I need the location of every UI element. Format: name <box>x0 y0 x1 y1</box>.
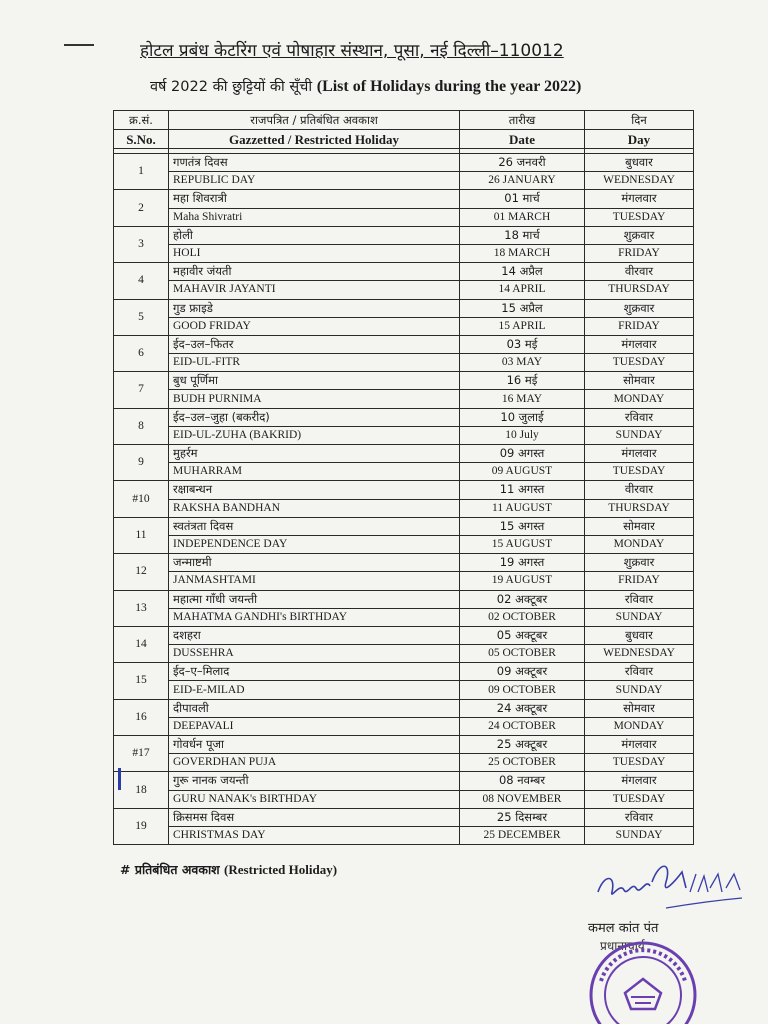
table-row <box>114 190 694 208</box>
handwritten-signature <box>590 852 750 922</box>
table-row <box>114 717 694 735</box>
cell-name-hindi: क्रिसमस दिवस <box>169 808 460 826</box>
cell-name-hindi: गुड फ्राइडे <box>169 299 460 317</box>
table-row <box>114 372 694 390</box>
cell-date-english: 24 OCTOBER <box>460 717 585 735</box>
cell-day-english: WEDNESDAY <box>585 172 694 190</box>
footnote-hindi: # प्रतिबंधित अवकाश <box>120 862 220 877</box>
cell-name-hindi: बुध पूर्णिमा <box>169 372 460 390</box>
header-sno-en: S.No. <box>114 130 169 149</box>
cell-sno: 14 <box>114 626 169 662</box>
table-row <box>114 299 694 317</box>
footnote <box>120 861 337 878</box>
cell-date-english: 18 MARCH <box>460 244 585 262</box>
table-row <box>114 281 694 299</box>
table-row <box>114 335 694 353</box>
cell-name-hindi: ईद–ए–मिलाद <box>169 663 460 681</box>
cell-date-english: 26 JANUARY <box>460 172 585 190</box>
table-row <box>114 663 694 681</box>
cell-day-english: THURSDAY <box>585 499 694 517</box>
cell-day-hindi: रविवार <box>585 408 694 426</box>
signatory-name: कमल कांत पंत <box>588 921 659 936</box>
cell-date-hindi: 05 अक्टूबर <box>460 626 585 644</box>
cell-day-english: FRIDAY <box>585 572 694 590</box>
cell-name-hindi: दशहरा <box>169 626 460 644</box>
cell-name-english: EID-UL-ZUHA (BAKRID) <box>169 426 460 444</box>
header-date-hi: तारीख <box>460 111 585 130</box>
table-row <box>114 408 694 426</box>
cell-name-english: Maha Shivratri <box>169 208 460 226</box>
table-row <box>114 608 694 626</box>
cell-name-english: JANMASHTAMI <box>169 572 460 590</box>
cell-date-english: 05 OCTOBER <box>460 645 585 663</box>
cell-name-english: MAHAVIR JAYANTI <box>169 281 460 299</box>
cell-sno: 6 <box>114 335 169 371</box>
table-row <box>114 808 694 826</box>
cell-date-hindi: 15 अगस्त <box>460 517 585 535</box>
subtitle-hindi: वर्ष 2022 की छुट्टियों की सूँची <box>150 79 313 95</box>
cell-name-english: REPUBLIC DAY <box>169 172 460 190</box>
cell-sno: 11 <box>114 517 169 553</box>
holiday-table <box>113 110 694 845</box>
cell-sno: 15 <box>114 663 169 699</box>
cell-day-hindi: मंगलवार <box>585 445 694 463</box>
cell-day-hindi: बुधवार <box>585 154 694 172</box>
cell-name-english: BUDH PURNIMA <box>169 390 460 408</box>
cell-name-hindi: महात्मा गाँधी जयन्ती <box>169 590 460 608</box>
official-seal-stamp <box>585 935 705 1024</box>
cell-day-english: TUESDAY <box>585 354 694 372</box>
cell-date-hindi: 24 अक्टूबर <box>460 699 585 717</box>
cell-day-hindi: रविवार <box>585 663 694 681</box>
table-row <box>114 317 694 335</box>
cell-day-english: TUESDAY <box>585 754 694 772</box>
cell-day-english: THURSDAY <box>585 281 694 299</box>
cell-day-english: MONDAY <box>585 535 694 553</box>
cell-day-english: TUESDAY <box>585 208 694 226</box>
cell-date-hindi: 16 मई <box>460 372 585 390</box>
cell-day-hindi: मंगलवार <box>585 772 694 790</box>
cell-name-hindi: मुहर्रम <box>169 445 460 463</box>
cell-date-english: 11 AUGUST <box>460 499 585 517</box>
cell-name-english: RAKSHA BANDHAN <box>169 499 460 517</box>
cell-sno: 5 <box>114 299 169 335</box>
cell-name-english: HOLI <box>169 244 460 262</box>
pen-dash-mark <box>64 44 94 46</box>
header-sno-hi: क्र.सं. <box>114 111 169 130</box>
cell-date-hindi: 14 अप्रैल <box>460 263 585 281</box>
cell-day-english: TUESDAY <box>585 463 694 481</box>
cell-day-hindi: सोमवार <box>585 699 694 717</box>
cell-date-hindi: 08 नवम्बर <box>460 772 585 790</box>
table-row <box>114 790 694 808</box>
cell-day-hindi: सोमवार <box>585 372 694 390</box>
table-row <box>114 754 694 772</box>
cell-date-english: 03 MAY <box>460 354 585 372</box>
table-row <box>114 208 694 226</box>
table-row <box>114 736 694 754</box>
table-row <box>114 154 694 172</box>
cell-day-english: TUESDAY <box>585 790 694 808</box>
cell-day-hindi: सोमवार <box>585 517 694 535</box>
cell-day-hindi: शुक्रवार <box>585 299 694 317</box>
cell-date-english: 15 APRIL <box>460 317 585 335</box>
table-row <box>114 590 694 608</box>
cell-name-hindi: गोवर्धन पूजा <box>169 736 460 754</box>
cell-date-hindi: 02 अक्टूबर <box>460 590 585 608</box>
cell-date-hindi: 25 अक्टूबर <box>460 736 585 754</box>
cell-name-hindi: गणतंत्र दिवस <box>169 154 460 172</box>
cell-sno: 1 <box>114 154 169 190</box>
cell-name-hindi: महा शिवरात्री <box>169 190 460 208</box>
cell-day-english: WEDNESDAY <box>585 645 694 663</box>
cell-date-hindi: 15 अप्रैल <box>460 299 585 317</box>
cell-name-english: EID-UL-FITR <box>169 354 460 372</box>
page-title: होटल प्रबंध केटरिंग एवं पोषाहार संस्थान, पूसा, नई दिल्ली–110012 <box>140 41 564 61</box>
cell-day-hindi: वीरवार <box>585 481 694 499</box>
cell-day-hindi: शुक्रवार <box>585 554 694 572</box>
cell-name-hindi: होली <box>169 226 460 244</box>
cell-day-english: MONDAY <box>585 390 694 408</box>
cell-day-english: SUNDAY <box>585 608 694 626</box>
cell-name-english: MUHARRAM <box>169 463 460 481</box>
cell-date-hindi: 19 अगस्त <box>460 554 585 572</box>
cell-name-hindi: गुरू नानक जयन्ती <box>169 772 460 790</box>
cell-name-hindi: दीपावली <box>169 699 460 717</box>
cell-date-hindi: 18 मार्च <box>460 226 585 244</box>
cell-date-hindi: 09 अक्टूबर <box>460 663 585 681</box>
cell-date-english: 10 July <box>460 426 585 444</box>
cell-name-english: DUSSEHRA <box>169 645 460 663</box>
cell-day-hindi: शुक्रवार <box>585 226 694 244</box>
cell-name-english: GOOD FRIDAY <box>169 317 460 335</box>
cell-date-english: 16 MAY <box>460 390 585 408</box>
footnote-english: (Restricted Holiday) <box>224 862 338 877</box>
cell-date-english: 09 AUGUST <box>460 463 585 481</box>
cell-sno: 19 <box>114 808 169 844</box>
table-row <box>114 390 694 408</box>
cell-day-english: FRIDAY <box>585 317 694 335</box>
cell-date-english: 14 APRIL <box>460 281 585 299</box>
header-day-en: Day <box>585 130 694 149</box>
header-name-en: Gazzetted / Restricted Holiday <box>169 130 460 149</box>
cell-day-hindi: मंगलवार <box>585 335 694 353</box>
table-row <box>114 226 694 244</box>
cell-name-english: EID-E-MILAD <box>169 681 460 699</box>
table-row <box>114 463 694 481</box>
cell-sno: 4 <box>114 263 169 299</box>
cell-name-hindi: स्वतंत्रता दिवस <box>169 517 460 535</box>
cell-date-hindi: 03 मई <box>460 335 585 353</box>
cell-name-hindi: महावीर जंयती <box>169 263 460 281</box>
table-row <box>114 499 694 517</box>
table-row <box>114 172 694 190</box>
cell-date-english: 08 NOVEMBER <box>460 790 585 808</box>
table-row <box>114 826 694 844</box>
cell-date-hindi: 25 दिसम्बर <box>460 808 585 826</box>
header-row-hindi <box>114 111 694 130</box>
page-subtitle <box>150 76 650 96</box>
table-row <box>114 244 694 262</box>
cell-date-english: 02 OCTOBER <box>460 608 585 626</box>
cell-sno: 13 <box>114 590 169 626</box>
table-row <box>114 699 694 717</box>
table-row <box>114 517 694 535</box>
signatory-designation: प्रधानाचार्य <box>600 939 645 953</box>
cell-day-hindi: वीरवार <box>585 263 694 281</box>
table-row <box>114 535 694 553</box>
cell-day-hindi: रविवार <box>585 808 694 826</box>
table-row <box>114 445 694 463</box>
cell-day-english: SUNDAY <box>585 681 694 699</box>
header-row-english <box>114 130 694 149</box>
cell-day-english: SUNDAY <box>585 826 694 844</box>
cell-name-english: DEEPAVALI <box>169 717 460 735</box>
table-row <box>114 354 694 372</box>
table-row <box>114 554 694 572</box>
cell-sno: #17 <box>114 736 169 772</box>
cell-sno: 7 <box>114 372 169 408</box>
cell-date-hindi: 09 अगस्त <box>460 445 585 463</box>
cell-name-english: GURU NANAK's BIRTHDAY <box>169 790 460 808</box>
cell-sno: 3 <box>114 226 169 262</box>
cell-day-english: FRIDAY <box>585 244 694 262</box>
cell-date-hindi: 26 जनवरी <box>460 154 585 172</box>
table-row <box>114 626 694 644</box>
cell-sno: 18 <box>114 772 169 808</box>
cell-date-english: 15 AUGUST <box>460 535 585 553</box>
header-day-hi: दिन <box>585 111 694 130</box>
cell-day-hindi: बुधवार <box>585 626 694 644</box>
cell-sno: 9 <box>114 445 169 481</box>
cell-sno: #10 <box>114 481 169 517</box>
cell-name-hindi: ईद–उल–जुहा (बकरीद) <box>169 408 460 426</box>
table-row <box>114 263 694 281</box>
cell-name-hindi: ईद–उल–फितर <box>169 335 460 353</box>
cell-name-hindi: जन्माष्टमी <box>169 554 460 572</box>
cell-sno: 12 <box>114 554 169 590</box>
table-row <box>114 481 694 499</box>
cell-name-hindi: रक्षाबन्धन <box>169 481 460 499</box>
cell-name-english: INDEPENDENCE DAY <box>169 535 460 553</box>
cell-sno: 16 <box>114 699 169 735</box>
header-name-hi: राजपत्रित / प्रतिबंधित अवकाश <box>169 111 460 130</box>
table-row <box>114 426 694 444</box>
cell-date-english: 09 OCTOBER <box>460 681 585 699</box>
cell-sno: 2 <box>114 190 169 226</box>
subtitle-english: (List of Holidays during the year 2022) <box>316 78 582 95</box>
cell-date-english: 25 OCTOBER <box>460 754 585 772</box>
cell-date-english: 25 DECEMBER <box>460 826 585 844</box>
header-date-en: Date <box>460 130 585 149</box>
pen-mark <box>118 768 121 790</box>
cell-date-hindi: 01 मार्च <box>460 190 585 208</box>
cell-day-hindi: रविवार <box>585 590 694 608</box>
table-row <box>114 572 694 590</box>
cell-date-english: 19 AUGUST <box>460 572 585 590</box>
cell-name-english: MAHATMA GANDHI's BIRTHDAY <box>169 608 460 626</box>
cell-day-english: MONDAY <box>585 717 694 735</box>
cell-date-english: 01 MARCH <box>460 208 585 226</box>
table-row <box>114 772 694 790</box>
cell-date-hindi: 11 अगस्त <box>460 481 585 499</box>
cell-sno: 8 <box>114 408 169 444</box>
holiday-table-body <box>114 154 694 845</box>
cell-name-english: GOVERDHAN PUJA <box>169 754 460 772</box>
cell-name-english: CHRISTMAS DAY <box>169 826 460 844</box>
cell-day-hindi: मंगलवार <box>585 190 694 208</box>
cell-day-english: SUNDAY <box>585 426 694 444</box>
cell-day-hindi: मंगलवार <box>585 736 694 754</box>
cell-date-hindi: 10 जुलाई <box>460 408 585 426</box>
table-row <box>114 681 694 699</box>
table-row <box>114 645 694 663</box>
